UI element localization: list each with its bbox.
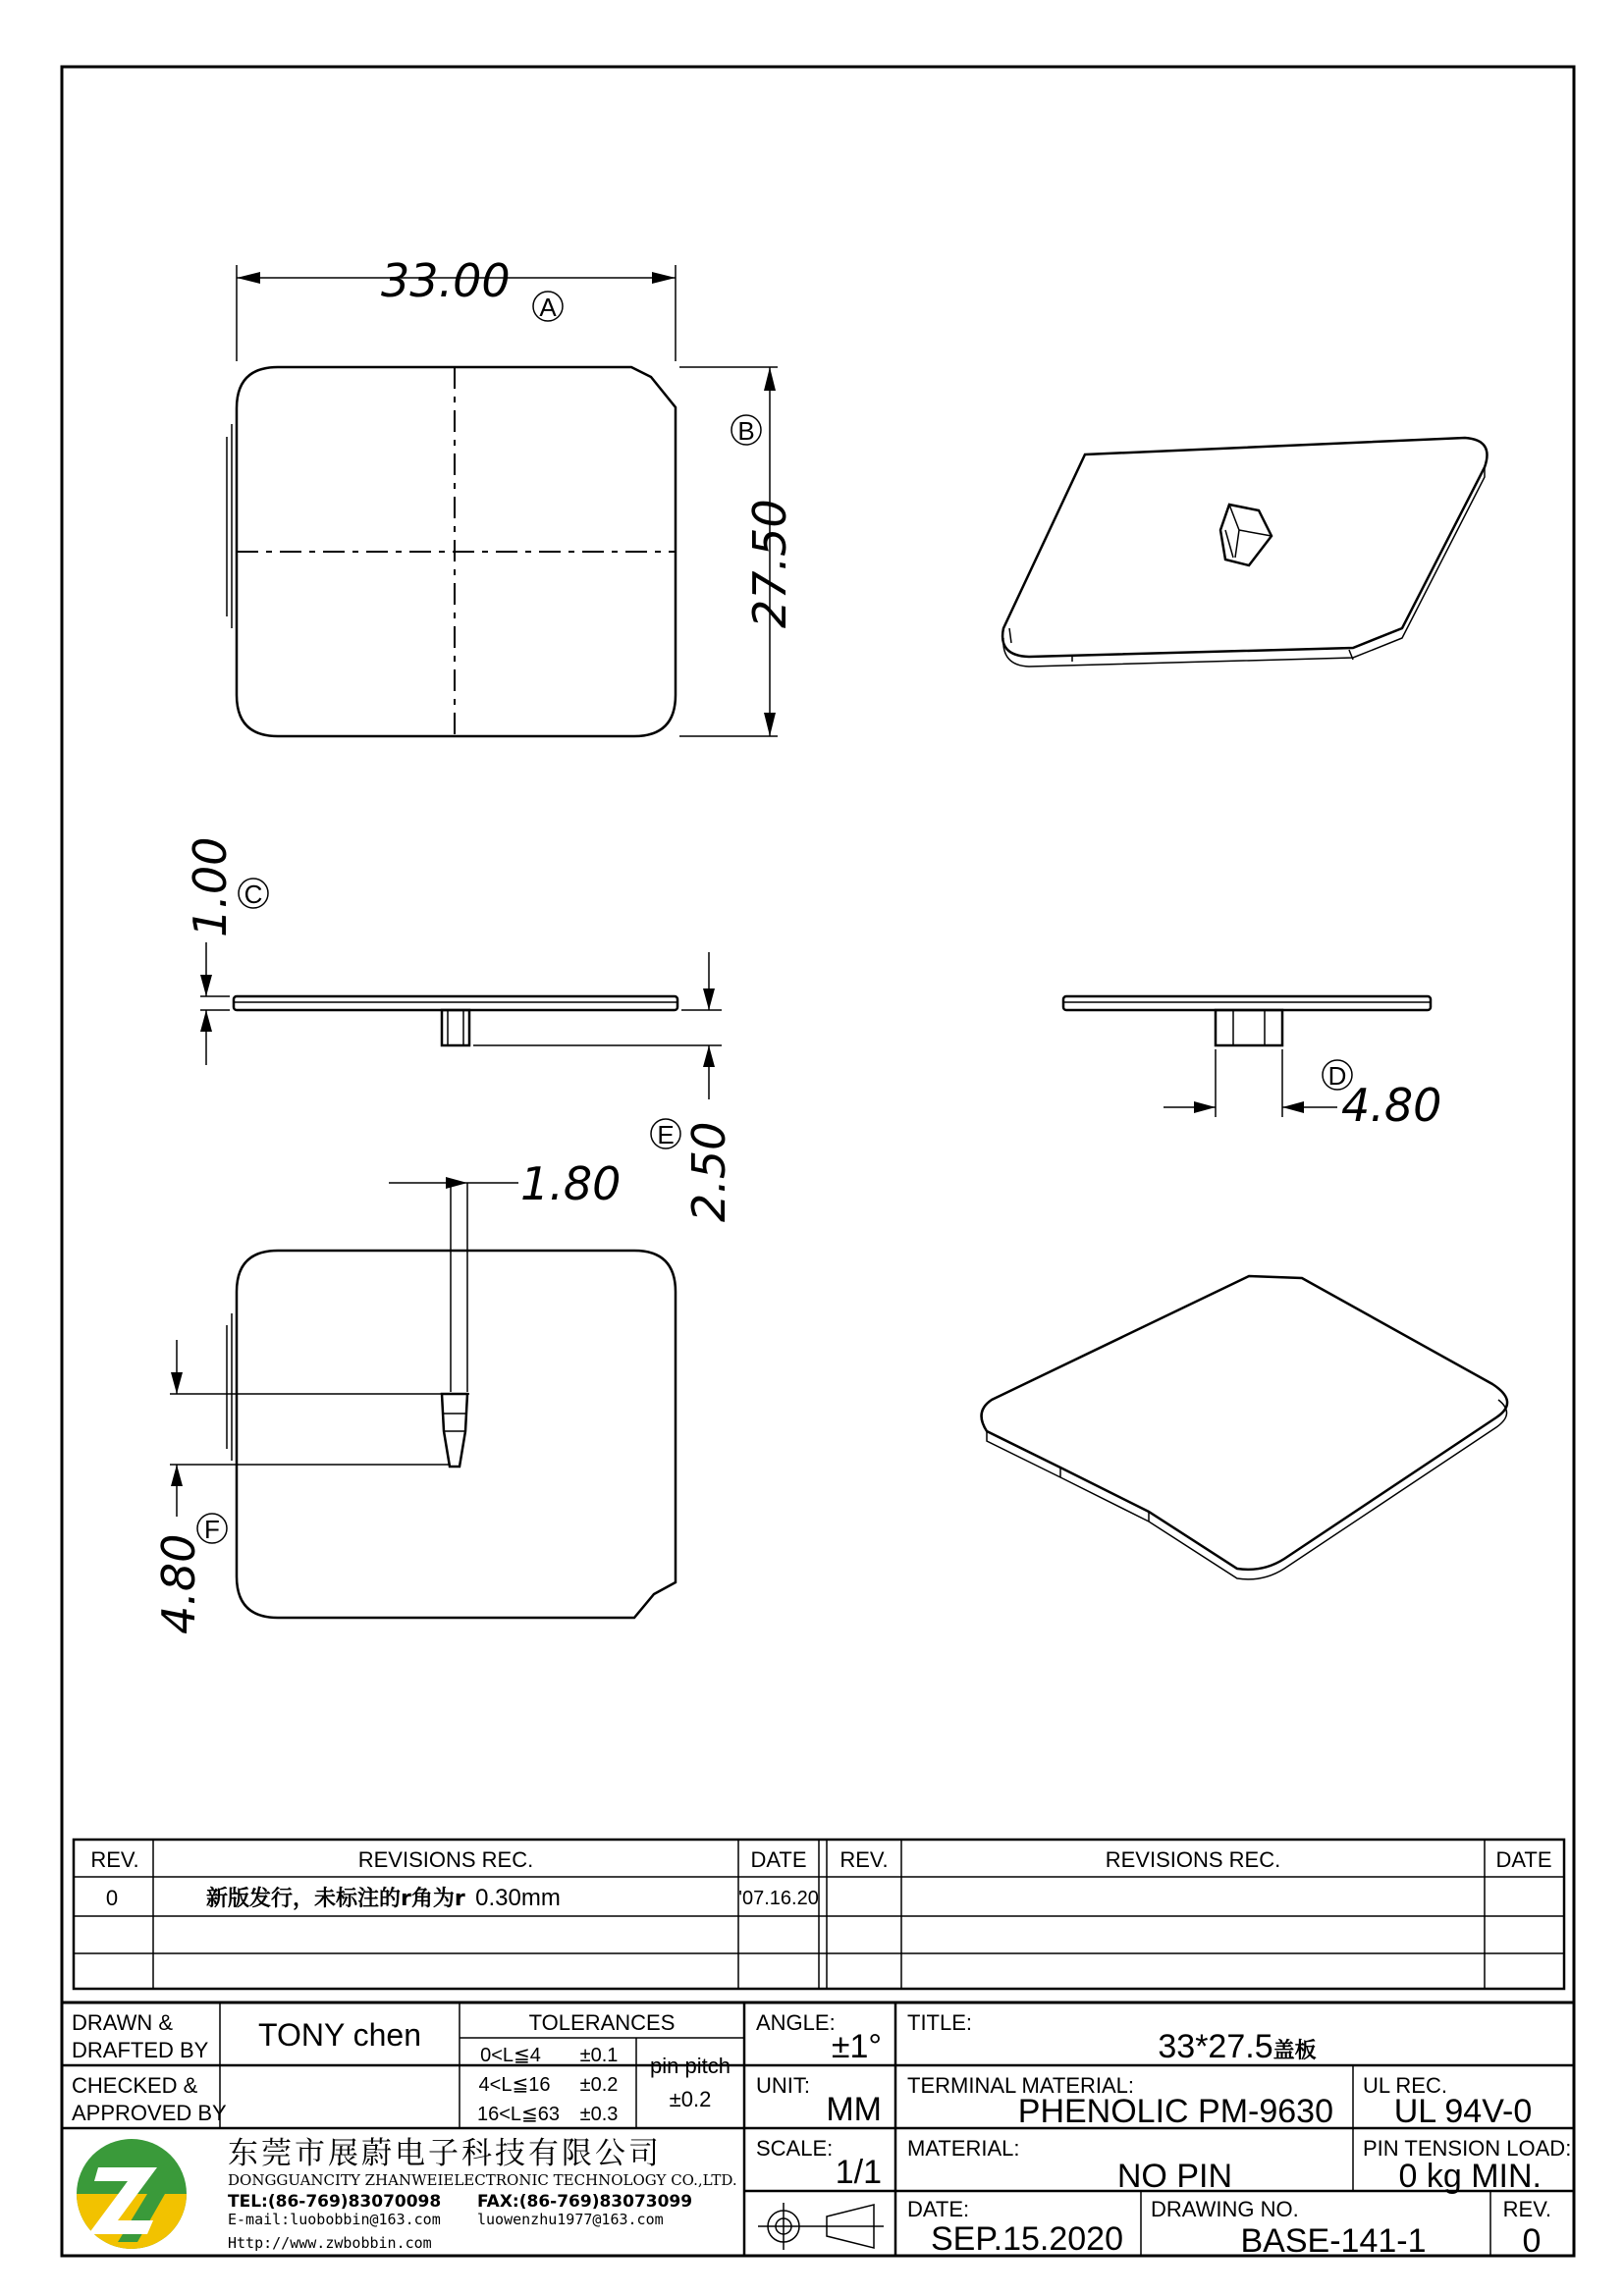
tolerance-value-3: ±0.3 [579,2104,619,2125]
approved-label: APPROVED BY [72,2101,227,2125]
projection-symbol [758,2203,884,2250]
tolerance-value-1: ±0.1 [579,2045,619,2066]
tolerance-value-2: ±0.2 [579,2074,619,2096]
scale-label: SCALE: [756,2136,834,2161]
dimension-b-value: 27.50 [743,499,796,628]
pin-tension-value: 0 kg MIN. [1398,2158,1542,2195]
ul-rec-value: UL 94V-0 [1393,2093,1533,2130]
material-value: NO PIN [1116,2158,1232,2195]
side-view-left [184,837,735,1222]
drafted-label: DRAFTED BY [72,2038,209,2062]
iso-bottom-view [982,1276,1508,1579]
title-value: 33*27.5盖板 [1158,2028,1317,2065]
unit-label: UNIT: [756,2073,810,2098]
pin-pitch-label: pin pitch [650,2054,731,2078]
company-name-en: DONGGUANCITY ZHANWEIELECTRONIC TECHNOLOGY CO.,LTD. [228,2171,737,2189]
drawing-no-value: BASE-141-1 [1240,2222,1427,2260]
revisions-header-left: REVISIONS REC. [357,1847,534,1872]
side-view-right [1063,996,1441,1132]
rev-label: REV. [1502,2197,1551,2221]
checked-label: CHECKED & [72,2073,198,2098]
dimension-a-value: 33.00 [381,254,511,307]
company-name-cn: 东莞市展蔚电子科技有限公司 [228,2136,662,2171]
revision-table [74,1840,1564,1989]
rev-value: 0 [1522,2222,1542,2260]
dimension-a-marker: A [539,293,557,322]
dimension-c-value: 1.00 [184,836,237,937]
scale-value: 1/1 [835,2154,882,2191]
dimension-g-value: 1.80 [520,1157,622,1210]
title-label: TITLE: [907,2010,973,2035]
angle-value: ±1° [831,2028,882,2065]
iso-top-view [1002,438,1487,667]
revision-row-note: 新版发行，未标注的r角为r 0.30mm [206,1885,561,1911]
dimension-e-value: 2.50 [682,1121,735,1222]
tolerance-range-2: 4<L≦16 [478,2074,551,2096]
ul-rec-label: UL REC. [1363,2073,1447,2098]
dimension-d-value: 4.80 [1341,1079,1442,1132]
company-email-2: luowenzhu1977@163.com [477,2211,664,2228]
terminal-material-label: TERMINAL MATERIAL: [907,2073,1135,2098]
dimension-b-marker: B [737,416,755,446]
terminal-material-value: PHENOLIC PM-9630 [1017,2093,1333,2130]
rev-header-left: REV. [90,1847,139,1872]
company-fax: FAX:(86-769)83073099 [477,2192,693,2212]
date-value: SEP.15.2020 [931,2220,1123,2258]
company-web: Http://www.zwbobbin.com [228,2234,432,2252]
bottom-view [152,1157,676,1634]
sheet-border [62,67,1574,2256]
date-header-right: DATE [1495,1847,1552,1872]
dimension-e-marker: E [657,1120,675,1149]
dimension-c-marker: C [244,880,263,909]
company-tel: TEL:(86-769)83070098 [228,2192,442,2212]
title-block [62,2002,1574,2260]
pin-tension-label: PIN TENSION LOAD: [1363,2136,1572,2161]
tolerances-label: TOLERANCES [528,2010,676,2035]
date-label: DATE: [907,2197,970,2221]
company-logo [77,2139,187,2249]
tolerance-range-1: 0<L≦4 [480,2045,541,2066]
dimension-f-marker: F [204,1515,220,1544]
unit-value: MM [826,2091,882,2128]
revision-row-rev: 0 [105,1886,119,1910]
drawn-label: DRAWN & [72,2010,174,2035]
date-header-left: DATE [750,1847,807,1872]
tolerance-range-3: 16<L≦63 [476,2104,561,2125]
revisions-header-right: REVISIONS REC. [1105,1847,1281,1872]
dimension-f-value: 4.80 [152,1533,205,1634]
pin-pitch-value: ±0.2 [669,2087,712,2111]
drawn-by-value: TONY chen [257,2017,422,2053]
revision-row-date: '07.16.20 [738,1888,819,1909]
dimension-d-marker: D [1327,1061,1347,1091]
material-label: MATERIAL: [907,2136,1020,2161]
angle-label: ANGLE: [756,2010,836,2035]
top-view [227,254,796,736]
rev-header-right: REV. [839,1847,889,1872]
drawing-no-label: DRAWING NO. [1151,2197,1299,2221]
company-email: E-mail:luobobbin@163.com [228,2211,441,2228]
